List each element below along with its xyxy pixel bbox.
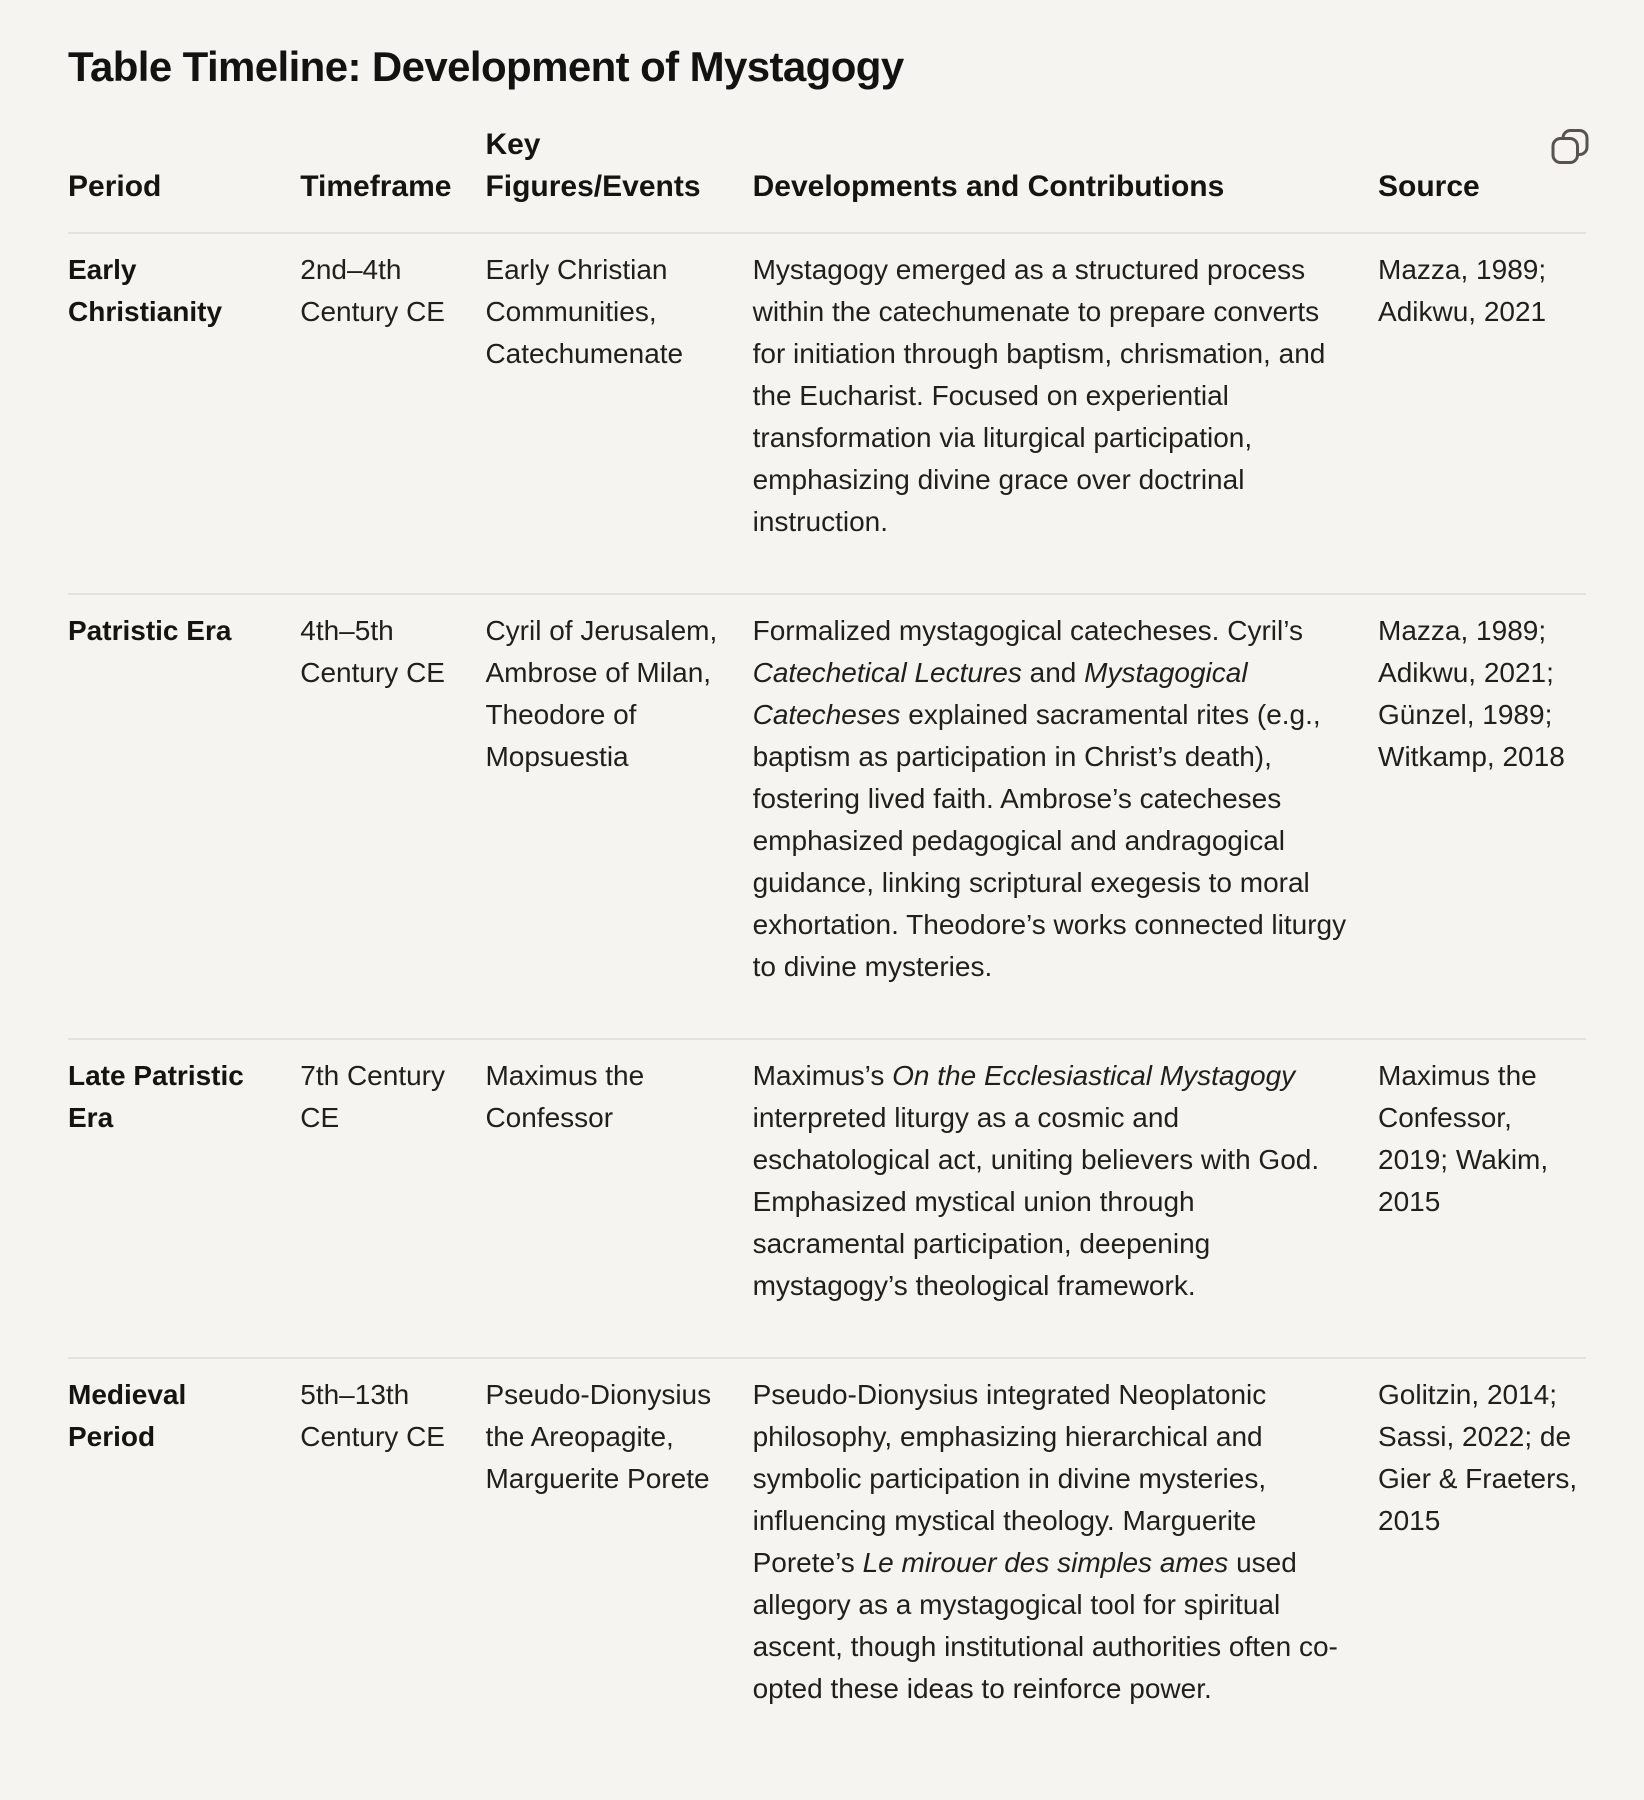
source-cell: Mazza, 1989; Adikwu, 2021: [1378, 233, 1586, 594]
table-row: [68, 233, 1586, 594]
work-title-italic: Catechetical Lectures: [752, 657, 1022, 688]
table-body: [68, 233, 1586, 1760]
developments-cell: [753, 1358, 1378, 1760]
table-row: [68, 594, 1586, 1039]
developments-text: interpreted liturgy as a cosmic and eschatological act, uniting believers with God. Emphasized mystical union through sacramental participation, deepening mystagogy’s theological framework.: [752, 1102, 1320, 1301]
developments-cell: [753, 233, 1378, 594]
developments-text: explained sacramental rites (e.g., baptism as participation in Christ’s death), fostering lived faith. Ambrose’s catecheses emphasized pedagogical and andragogical guidance, linking scriptural exegesis to moral exhortation. Theodore’s works connected liturgy to divine mysteries.: [752, 699, 1347, 982]
key-figures-cell: Early Christian Communities, Catechumenate: [485, 233, 752, 594]
period-cell: Patristic Era: [68, 594, 300, 1039]
work-title-italic: On the Ecclesiastical Mystagogy: [892, 1060, 1296, 1091]
developments-text: used allegory as a mystagogical tool for spiritual ascent, though institutional authorities often co-opted these ideas to reinforce power.: [752, 1547, 1338, 1704]
header-key-figures: Key Figures/Events: [485, 128, 701, 203]
key-figures-cell: Pseudo-Dionysius the Areopagite, Marguerite Porete: [485, 1358, 752, 1760]
period-cell: Late Patristic Era: [68, 1039, 300, 1358]
header-row: [68, 124, 1586, 233]
timeframe-cell: 7th Century CE: [300, 1039, 485, 1358]
developments-text: Formalized mystagogical catecheses. Cyril’s: [752, 615, 1303, 646]
header-timeframe: Timeframe: [300, 170, 452, 203]
period-cell: Medieval Period: [68, 1358, 300, 1760]
developments-text: Maximus’s: [752, 1060, 893, 1091]
page-title: Table Timeline: Development of Mystagogy: [68, 43, 904, 90]
developments-text: Pseudo-Dionysius integrated Neoplatonic philosophy, emphasizing hierarchical and symbolic participation in divine mysteries, influencing mystical theology. Marguerite Porete’s: [752, 1379, 1267, 1578]
table-row: [68, 1039, 1586, 1358]
source-cell: Mazza, 1989; Adikwu, 2021; Günzel, 1989; Witkamp, 2018: [1378, 594, 1586, 1039]
period-cell: Early Christianity: [68, 233, 300, 594]
key-figures-cell: Maximus the Confessor: [485, 1039, 752, 1358]
timeframe-cell: 4th–5th Century CE: [300, 594, 485, 1039]
developments-cell: [753, 1039, 1378, 1358]
timeframe-cell: 2nd–4th Century CE: [300, 233, 485, 594]
developments-cell: [753, 594, 1378, 1039]
header-period: Period: [68, 170, 162, 203]
mystagogy-timeline-table: [68, 124, 1586, 1760]
header-source: Source: [1378, 170, 1480, 203]
developments-text: Mystagogy emerged as a structured process within the catechumenate to prepare converts for initiation through baptism, chrismation, and the Eucharist. Focused on experiential transformation via liturgical participation, emphasizing divine grace over doctrinal instruction.: [752, 254, 1326, 537]
key-figures-cell: Cyril of Jerusalem, Ambrose of Milan, Theodore of Mopsuestia: [485, 594, 752, 1039]
work-title-italic: Le mirouer des simples ames: [862, 1547, 1229, 1578]
table-row: [68, 1358, 1586, 1760]
source-cell: Golitzin, 2014; Sassi, 2022; de Gier & Fraeters, 2015: [1378, 1358, 1586, 1760]
source-cell: Maximus the Confessor, 2019; Wakim, 2015: [1378, 1039, 1586, 1358]
developments-text: and: [1021, 657, 1085, 688]
work-title-italic: Mystagogical Catecheses: [752, 657, 1248, 730]
copy-table-button[interactable]: [1546, 124, 1594, 168]
copy-icon: [1550, 128, 1590, 164]
timeframe-cell: 5th–13th Century CE: [300, 1358, 485, 1760]
header-developments: Developments and Contributions: [752, 170, 1225, 203]
